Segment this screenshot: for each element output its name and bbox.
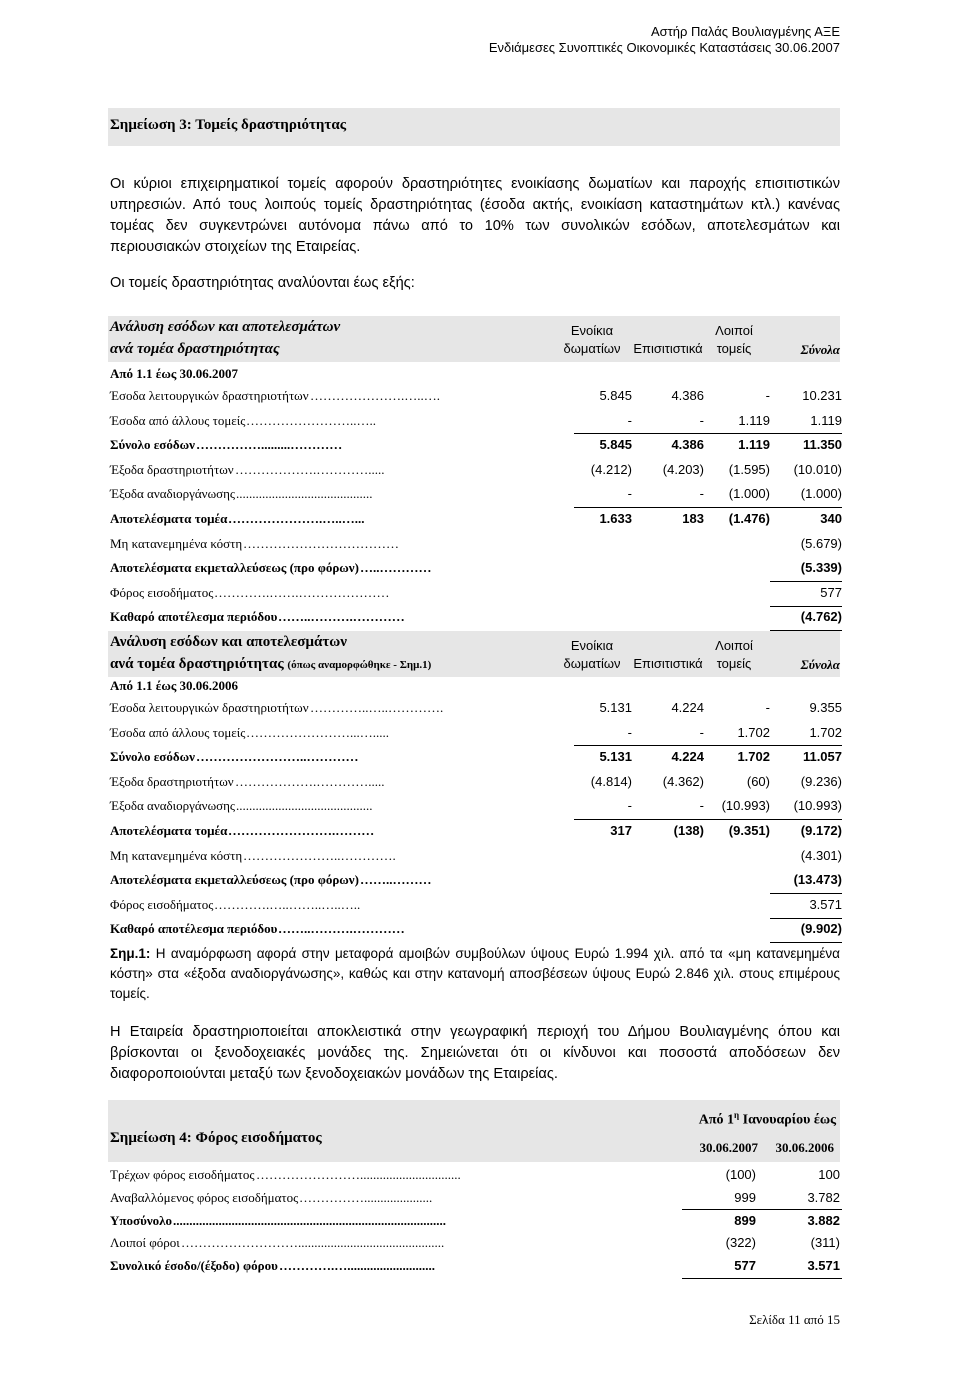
row-label: Αποτελέσματα τομέα [110, 823, 228, 838]
row-value: 3.782 [807, 1189, 840, 1205]
row-label: Έσοδα από άλλους τομείς [110, 412, 246, 428]
row-leader-dots: .................................................................................... [173, 1212, 446, 1228]
col-other-2: Λοιποί τομείς [715, 638, 753, 671]
subtotal-rule [574, 433, 842, 434]
table1-title-line2: ανά τομέα δραστηριότητας [110, 341, 280, 357]
table-row [110, 606, 842, 628]
row-leader-dots: ……………………...…..... [246, 724, 389, 740]
row-value: 1.702 [809, 724, 842, 740]
row-value: - [627, 798, 632, 814]
document-subtitle: Ενδιάμεσες Συνοπτικές Οικονομικές Καταστάσεις 30.06.2007 [488, 40, 840, 55]
note4-header [108, 1100, 840, 1162]
table-row [110, 894, 842, 916]
row-value: (4.762) [800, 609, 842, 625]
row-value: 577 [734, 1258, 756, 1274]
row-leader-dots: ……..……….………… [278, 609, 405, 625]
col-catering-2: Επισιτιστικά [633, 656, 703, 671]
row-value: (5.679) [800, 535, 842, 551]
company-name: Αστήρ Παλάς Βουλιαγμένης ΑΞΕ [650, 24, 840, 39]
subtotal-rule [682, 1278, 842, 1279]
row-value: 340 [820, 511, 842, 526]
row-value: (4.814) [590, 773, 632, 789]
note3-paragraph-2: Οι τομείς δραστηριότητας αναλύονται έως εξής: [110, 275, 415, 291]
row-leader-dots: ………….…..……..…..….. [214, 896, 361, 912]
footnote [110, 944, 840, 1004]
row-value: - [627, 412, 632, 428]
row-value: (13.473) [793, 872, 842, 888]
row-value: 4.386 [671, 388, 704, 403]
footnote-text: Η αναμόρφωση αφορά στην μεταφορά αμοιβών συμβούλων ύψους Ευρώ 1.994 χιλ. από τα «μη κατανεμημένα κόστη» στα «έξοδα αναδιοργάνωσης», καθώς και στην κατανομή αποσβέσεων ύψους Ευρώ 2.846 χιλ. στους επιμέρους τομείς. [110, 946, 840, 1001]
row-label: Έξοδα αναδιοργάνωσης [110, 486, 236, 502]
row-value: (9.351) [728, 823, 770, 838]
note3-title-band [108, 108, 840, 146]
table-row [110, 820, 842, 842]
row-value: - [699, 798, 704, 814]
row-value: 1.119 [738, 412, 770, 428]
row-value: 1.633 [599, 511, 632, 526]
row-label: Μη κατανεμημένα κόστη [110, 535, 243, 551]
row-value: - [699, 486, 704, 502]
row-leader-dots: …………………..…………. [243, 847, 396, 863]
row-label: Αποτελέσματα εκμεταλλεύσεως (προ φόρων) [110, 872, 359, 888]
row-label: Φόρος εισοδήματος [110, 896, 214, 912]
row-value: 3.571 [809, 896, 842, 912]
row-value: (1.000) [728, 486, 770, 502]
table-row [110, 483, 842, 505]
table2-period: Από 1.1 έως 30.06.2006 [110, 678, 239, 693]
note4-period-heading: Από $1^\eta$ Ιανουαρίου έως [698, 1110, 836, 1128]
row-value: 4.224 [671, 749, 704, 765]
note4-title: Σημείωση 4: Φόρος εισοδήματος [110, 1130, 322, 1146]
subtotal-rule [770, 918, 842, 919]
row-label: Υποσύνολο [110, 1212, 173, 1228]
row-value: 3.882 [807, 1212, 840, 1228]
row-value: (1.000) [800, 486, 842, 502]
row-value: 183 [682, 511, 704, 526]
table-row [110, 918, 842, 940]
col-total: Σύνολα [800, 342, 840, 357]
row-value: (100) [725, 1167, 756, 1182]
row-value: 10.231 [802, 388, 842, 403]
table2-title-note: (όπως αναμορφώθηκε - Σημ.1) [287, 659, 432, 671]
table-row [110, 1187, 842, 1209]
row-value: 317 [610, 823, 632, 838]
row-leader-dots: …………..…..…………. [310, 700, 444, 715]
page-header [489, 24, 840, 56]
note3-paragraph-1: Οι κύριοι επιχειρηματικοί τομείς αφορούν δραστηριότητες ενοικίασης δωματίων και παροχής επισιτιστικών υπηρεσιών. Από τους λοιπούς τομείς δραστηριότητας (έσοδα ακτής, ενοικίαση καταστημάτων κτλ.) κανένας τομέας δεν συγκεντρώνει αυτόνομα πάνω από το 10% των συνολικών εσόδων, αποτελεσμάτων και περιουσιακών στοιχείων της Εταιρείας. [110, 176, 840, 255]
row-value: 100 [818, 1167, 840, 1182]
note4-col-2007: 30.06.2007 [699, 1140, 758, 1155]
row-leader-dots: ………….…….………………… [214, 584, 390, 600]
row-value: 899 [734, 1212, 756, 1228]
row-value: (9.902) [800, 921, 842, 937]
row-label: Τρέχων φόρος εισοδήματος [110, 1167, 255, 1182]
row-leader-dots: ………………….…..…... [228, 511, 365, 526]
row-leader-dots: …………………….……… [228, 823, 375, 838]
table-row [110, 1210, 842, 1232]
row-value: - [699, 412, 704, 428]
table-row [110, 1164, 842, 1186]
row-value: (60) [746, 773, 770, 789]
subtotal-rule [574, 745, 842, 746]
col-rooms: Ενοίκια δωματίων [563, 323, 621, 356]
row-label: Λοιποί φόροι [110, 1235, 180, 1251]
row-label: Έσοδα από άλλους τομείς [110, 724, 246, 740]
table-row [110, 434, 842, 456]
table-row [110, 869, 842, 891]
row-leader-dots: ……..……….………… [278, 921, 405, 937]
row-value: (4.212) [590, 461, 632, 477]
col-total-2: Σύνολα [800, 657, 840, 672]
table-row [110, 410, 842, 432]
row-value: (9.172) [800, 823, 842, 838]
subtotal-rule [770, 630, 842, 631]
row-value: 1.702 [737, 724, 770, 740]
row-value: 9.355 [809, 700, 842, 715]
note3-title: Σημείωση 3: Τομείς δραστηριότητας [110, 117, 347, 133]
row-label: Φόρος εισοδήματος [110, 584, 214, 600]
row-label: Έξοδα δραστηριοτήτων [110, 461, 234, 477]
footnote-label: Σημ.1: [110, 946, 151, 961]
row-value: - [627, 724, 632, 740]
row-value: (4.301) [800, 847, 842, 863]
table-row [110, 459, 842, 481]
row-value: 999 [734, 1189, 756, 1205]
row-label: Σύνολο εσόδων [110, 437, 195, 453]
row-leader-dots: .......................................... [236, 798, 373, 814]
table-row [110, 533, 842, 555]
table-row [110, 771, 842, 793]
row-value: - [699, 724, 704, 740]
note4-col-2006: 30.06.2006 [775, 1140, 834, 1155]
row-value: 5.131 [599, 749, 632, 765]
row-value: (5.339) [800, 560, 842, 576]
row-value: (10.010) [793, 461, 842, 477]
row-leader-dots: ……………………………… [243, 535, 399, 551]
row-leader-dots: .......................................... [236, 486, 373, 502]
subtotal-rule [770, 581, 842, 582]
row-value: (10.993) [721, 798, 770, 814]
table1-period: Από 1.1 έως 30.06.2007 [110, 366, 239, 381]
subtotal-rule [682, 1209, 842, 1210]
row-leader-dots: ……………..................... [299, 1189, 433, 1205]
row-value: (10.993) [793, 798, 842, 814]
row-label: Αναβαλλόμενος φόρος εισοδήματος [110, 1189, 299, 1205]
table-row [110, 746, 842, 768]
row-value: 1.702 [737, 749, 770, 765]
row-value: - [627, 486, 632, 502]
row-leader-dots: …..………… [360, 560, 432, 576]
row-leader-dots: ………….…........................... [279, 1258, 435, 1274]
row-label: Αποτελέσματα εκμεταλλεύσεως (προ φόρων) [110, 560, 359, 576]
subtotal-rule [574, 819, 842, 820]
row-value: 11.350 [802, 437, 842, 453]
row-value: 11.057 [802, 749, 842, 765]
subtotal-rule [770, 606, 842, 607]
row-leader-dots: ……………….…………..... [235, 461, 385, 477]
row-label: Έσοδα λειτουργικών δραστηριοτήτων [110, 700, 309, 715]
page-number: Σελίδα 11 από 15 [749, 1312, 840, 1327]
row-label: Έξοδα αναδιοργάνωσης [110, 798, 236, 814]
row-value: 5.131 [599, 700, 632, 715]
table-row [110, 508, 842, 530]
subtotal-rule [770, 893, 842, 894]
row-leader-dots: ………………….…..…. [310, 388, 440, 403]
row-value: 4.386 [671, 437, 704, 453]
row-value: (4.362) [662, 773, 704, 789]
col-catering: Επισιτιστικά [633, 341, 703, 356]
col-other: Λοιποί τομείς [715, 323, 753, 356]
table2-title-line2: ανά τομέα δραστηριότητας [110, 656, 284, 672]
row-label: Έσοδα λειτουργικών δραστηριοτήτων [110, 388, 309, 403]
table-row [110, 557, 842, 579]
row-value: (322) [725, 1235, 756, 1251]
table-row [110, 795, 842, 817]
row-label: Αποτελέσματα τομέα [110, 511, 228, 526]
subtotal-rule [770, 942, 842, 943]
table-row [110, 385, 842, 407]
col-rooms-2: Ενοίκια δωματίων [563, 638, 621, 671]
table2-title-line1: Ανάλυση εσόδων και αποτελεσμάτων [110, 634, 347, 650]
row-label: Σύνολο εσόδων [110, 749, 195, 765]
row-value: (1.595) [728, 461, 770, 477]
row-value: 5.845 [599, 388, 632, 403]
row-value: - [765, 388, 770, 403]
table1-title-line1: Ανάλυση εσόδων και αποτελεσμάτων [110, 319, 341, 335]
row-label: Έξοδα δραστηριοτήτων [110, 773, 234, 789]
row-label: Καθαρό αποτέλεσμα περιόδου [110, 609, 278, 625]
row-value: 5.845 [599, 437, 632, 453]
row-value: (1.476) [728, 511, 770, 526]
table-row [110, 697, 842, 719]
table-row [110, 582, 842, 604]
row-leader-dots: ……………….…………..... [235, 773, 385, 789]
subtotal-rule [574, 507, 842, 508]
row-leader-dots: …………….........………… [196, 437, 343, 453]
row-value: (4.203) [662, 461, 704, 477]
table1-header [108, 316, 840, 362]
row-leader-dots: ……………………............................... [256, 1167, 461, 1182]
row-value: 577 [820, 584, 842, 600]
table-row [110, 1232, 842, 1254]
row-label: Συνολικό έσοδο/(έξοδο) φόρου [110, 1258, 278, 1274]
row-label: Καθαρό αποτέλεσμα περιόδου [110, 921, 278, 937]
row-value: (9.236) [800, 773, 842, 789]
row-value: (138) [673, 823, 704, 838]
note3-paragraph-3: Η Εταιρεία δραστηριοποιείται αποκλειστικά στην γεωγραφική περιοχή του Δήμου Βουλιαγμένης όπου και βρίσκονται οι ξενοδοχειακές μονάδες της. Σημειώνεται ότι οι κίνδυνοι και ποσοστά αποδόσεων δεν διαφοροποιούνται μεταξύ των ξενοδοχειακών μονάδων της Εταιρείας. [110, 1024, 840, 1082]
table-row [110, 845, 842, 867]
table-row [110, 722, 842, 744]
row-value: 4.224 [671, 700, 704, 715]
row-value: 1.119 [810, 412, 842, 428]
row-value: 3.571 [807, 1258, 840, 1274]
table2-header [108, 631, 840, 677]
table-row [110, 1255, 842, 1277]
row-label: Μη κατανεμημένα κόστη [110, 847, 243, 863]
row-leader-dots: ……………………..………… [196, 749, 359, 765]
row-value: (311) [810, 1235, 840, 1251]
row-value: 1.119 [738, 437, 770, 453]
row-leader-dots: ………………………............................................. [181, 1235, 445, 1251]
row-leader-dots: ……………………..….. [246, 412, 376, 428]
row-value: - [765, 700, 770, 715]
row-leader-dots: ……..……… [360, 872, 432, 888]
